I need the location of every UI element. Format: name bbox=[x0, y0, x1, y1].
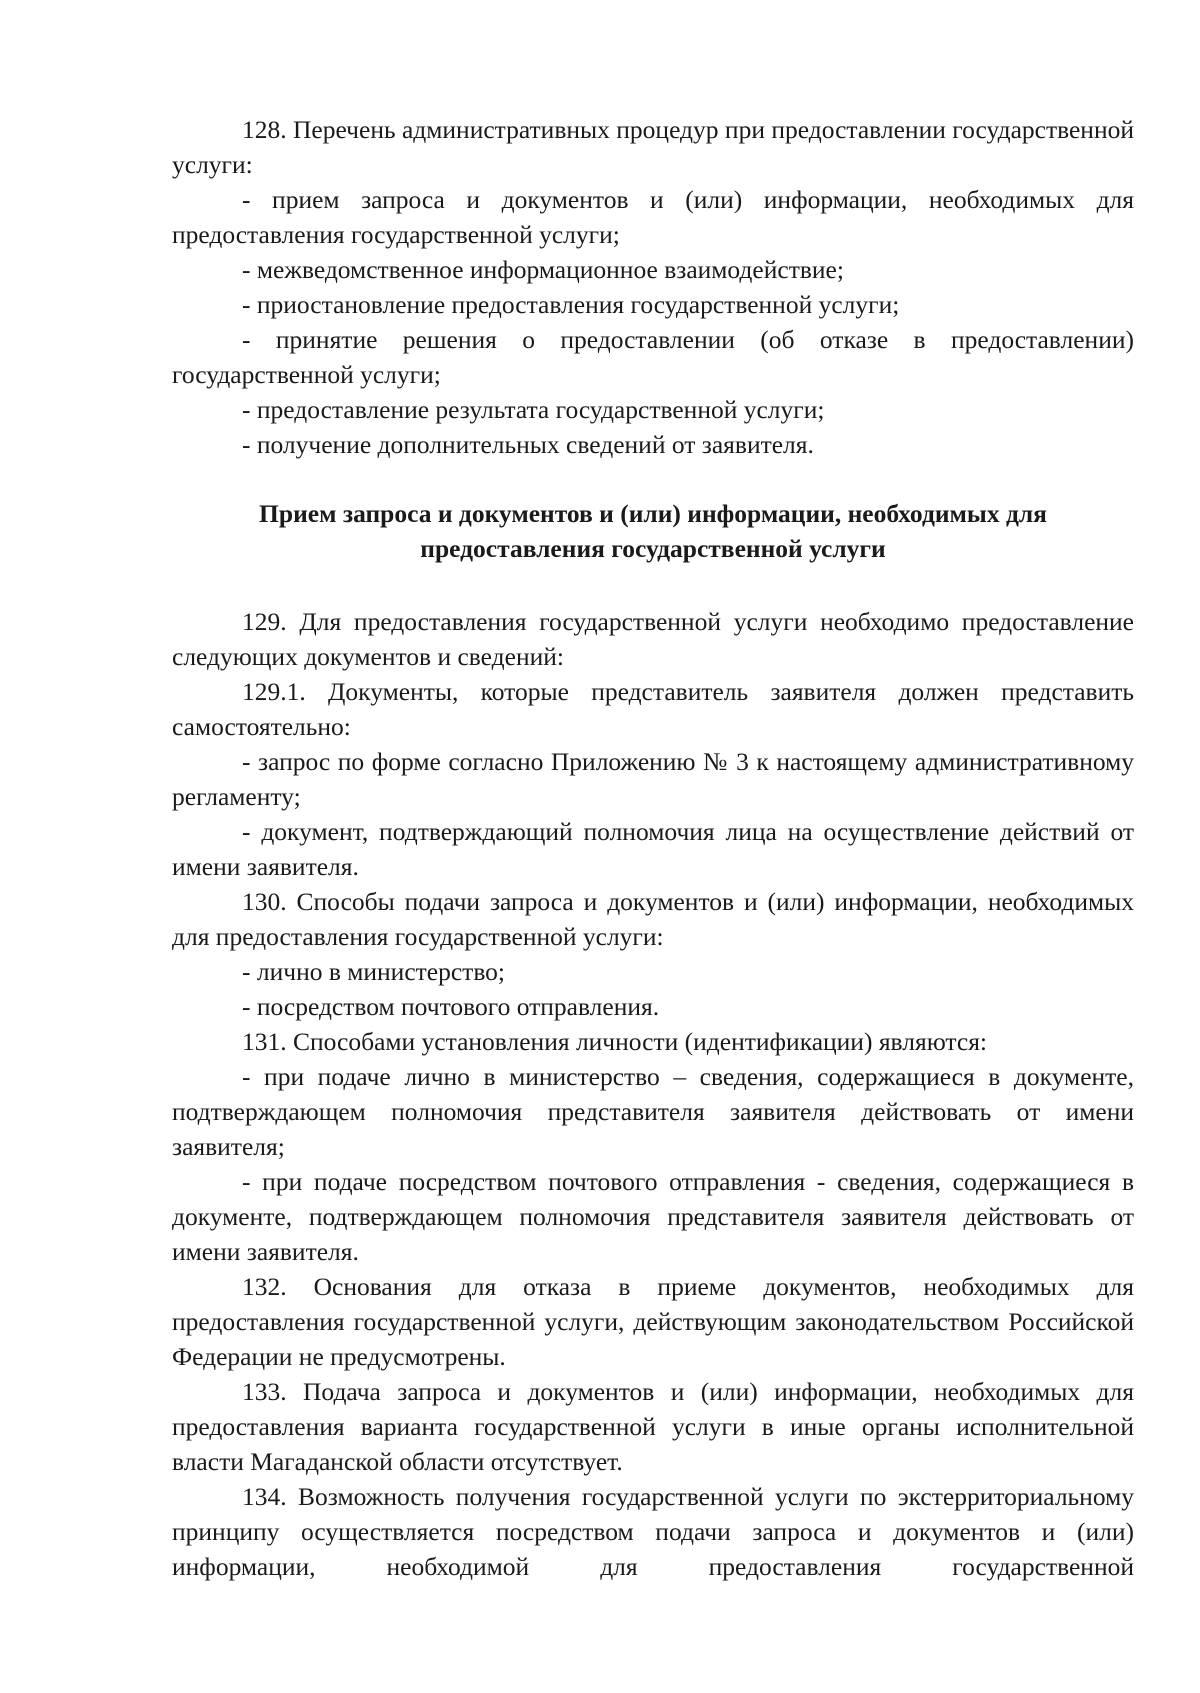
list-item: - посредством почтового отправления. bbox=[242, 992, 660, 1021]
paragraph-134: 134. Возможность получения государственной услуги по экстерриториальному принципу осуществляется посредством подачи запроса и документов и (или) информации, необходимой для предоставления государственной bbox=[172, 1482, 1134, 1581]
paragraph-129: 129. Для предоставления государственной услуги необходимо предоставление следующих документов и сведений: bbox=[172, 607, 1134, 671]
paragraph-131: 131. Способами установления личности (идентификации) являются: bbox=[242, 1027, 988, 1056]
list-item: - принятие решения о предоставлении (об отказе в предоставлении) государственной услуги; bbox=[172, 325, 1134, 389]
paragraph-132: 132. Основания для отказа в приеме документов, необходимых для предоставления государственной услуги, действующим законодательством Российской Федерации не предусмотрены. bbox=[172, 1272, 1134, 1371]
paragraph-129-1: 129.1. Документы, которые представитель заявителя должен представить самостоятельно: bbox=[172, 677, 1134, 741]
list-item: - получение дополнительных сведений от заявителя. bbox=[242, 430, 814, 459]
list-item: - при подаче лично в министерство – сведения, содержащиеся в документе, подтверждающем полномочия представителя заявителя действовать от имени заявителя; bbox=[172, 1062, 1134, 1161]
document-page bbox=[172, 112, 1134, 1584]
list-item: - межведомственное информационное взаимодействие; bbox=[242, 255, 844, 284]
paragraph-133: 133. Подача запроса и документов и (или) информации, необходимых для предоставления варианта государственной услуги в иные органы исполнительной власти Магаданской области отсутствует. bbox=[172, 1377, 1134, 1476]
list-item: - запрос по форме согласно Приложению № 3 к настоящему административному регламенту; bbox=[172, 747, 1134, 811]
list-item: - приостановление предоставления государственной услуги; bbox=[242, 290, 900, 319]
section-heading: Прием запроса и документов и (или) информации, необходимых для предоставления государственной услуги bbox=[259, 499, 1047, 563]
list-item: - при подаче посредством почтового отправления - сведения, содержащиеся в документе, подтверждающем полномочия представителя заявителя действовать от имени заявителя. bbox=[172, 1167, 1134, 1266]
paragraph-130: 130. Способы подачи запроса и документов и (или) информации, необходимых для предоставления государственной услуги: bbox=[172, 887, 1134, 951]
list-item: - документ, подтверждающий полномочия лица на осуществление действий от имени заявителя. bbox=[172, 817, 1134, 881]
list-item: - лично в министерство; bbox=[242, 957, 506, 986]
list-item: - предоставление результата государственной услуги; bbox=[242, 395, 825, 424]
list-item: - прием запроса и документов и (или) информации, необходимых для предоставления государственной услуги; bbox=[172, 185, 1134, 249]
paragraph-128: 128. Перечень административных процедур при предоставлении государственной услуги: bbox=[172, 115, 1134, 179]
